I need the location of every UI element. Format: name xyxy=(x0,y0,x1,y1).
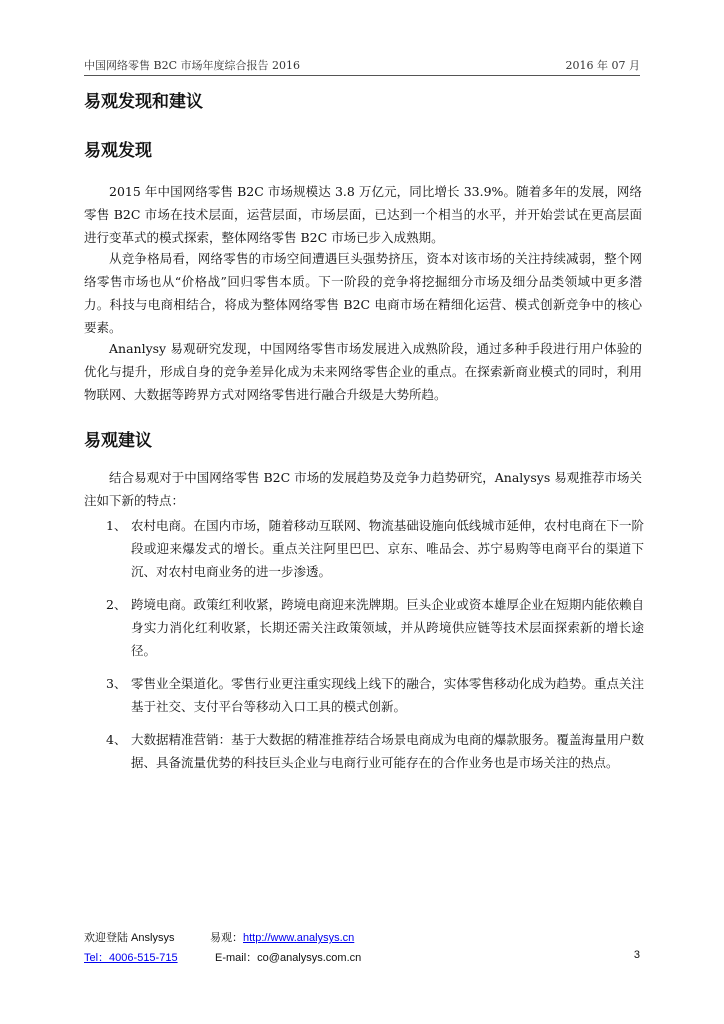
list-item xyxy=(84,593,644,662)
suggestions-intro: 结合易观对于中国网络零售 B2C 市场的发展趋势及竞争力趋势研究，Analysys 易观推荐市场关注如下新的特点： xyxy=(84,470,642,508)
page-header xyxy=(84,57,640,75)
list-item-text: 大数据精准营销：基于大数据的精准推荐结合场景电商成为电商的爆款服务。覆盖海量用户数据、具备流量优势的科技巨头企业与电商行业可能存在的合作业务也是市场关注的热点。 xyxy=(131,732,644,770)
list-item-number: 3、 xyxy=(106,676,127,691)
list-item-number: 1、 xyxy=(106,518,127,533)
footer-email: E-mail：co@analysys.com.cn xyxy=(215,952,362,964)
list-item xyxy=(84,514,644,583)
header-divider xyxy=(84,75,640,76)
suggestions-heading: 易观建议 xyxy=(84,431,152,451)
footer-welcome: 欢迎登陆 Anslysys xyxy=(84,932,175,944)
list-item-text: 农村电商。在国内市场，随着移动互联网、物流基础设施向低线城市延伸，农村电商在下一阶段或迎来爆发式的增长。重点关注阿里巴巴、京东、唯品会、苏宁易购等电商平台的渠道下沉、对农村电商业务的进一步渗透。 xyxy=(131,518,644,579)
footer-line-2 xyxy=(84,949,640,965)
list-item xyxy=(84,672,644,718)
list-item-text: 零售业全渠道化。零售行业更注重实现线上线下的融合，实体零售移动化成为趋势。重点关注基于社交、支付平台等移动入口工具的模式创新。 xyxy=(131,676,644,714)
footer-line-1 xyxy=(84,929,640,945)
findings-paragraph-2: 从竞争格局看，网络零售的市场空间遭遇巨头强势挤压，资本对该市场的关注持续减弱，整个网络零售市场也从“价格战”回归零售本质。下一阶段的竞争将挖掘细分市场及细分品类领域中更多潜力。科技与电商相结合，将成为整体网络零售 B2C 电商市场在精细化运营、模式创新竞争中的核心要素。 xyxy=(84,251,642,335)
findings-paragraph-1: 2015 年中国网络零售 B2C 市场规模达 3.8 万亿元，同比增长 33.9%。随着多年的发展，网络零售 B2C 市场在技术层面，运营层面，市场层面，已达到一个相当的水平，并开始尝试在更高层面进行变革式的模式探索，整体网络零售 B2C 市场已步入成熟期。 xyxy=(84,184,642,245)
list-item xyxy=(84,728,644,774)
findings-heading: 易观发现 xyxy=(84,141,152,161)
suggestions-list xyxy=(84,514,644,784)
footer-site-label: 易观： xyxy=(210,932,243,944)
header-date: 2016 年 07 月 xyxy=(565,59,640,72)
list-item-text: 跨境电商。政策红利收紧，跨境电商迎来洗牌期。巨头企业或资本雄厚企业在短期内能依赖自身实力消化红利收紧，长期还需关注政策领域，并从跨境供应链等技术层面探索新的增长途径。 xyxy=(131,597,644,658)
section-title: 易观发现和建议 xyxy=(84,92,203,112)
page-number: 3 xyxy=(633,949,640,961)
website-link[interactable]: http://www.analysys.cn xyxy=(243,932,355,944)
findings-paragraph-3: Ananlysy 易观研究发现，中国网络零售市场发展进入成熟阶段，通过多种手段进行用户体验的优化与提升，形成自身的竞争差异化成为未来网络零售企业的重点。在探索新商业模式的同时，利用物联网、大数据等跨界方式对网络零售进行融合升级是大势所趋。 xyxy=(84,341,642,402)
list-item-number: 4、 xyxy=(106,732,127,747)
tel-link[interactable]: Tel：4006-515-715 xyxy=(84,952,178,964)
header-title: 中国网络零售 B2C 市场年度综合报告 2016 xyxy=(84,59,300,72)
list-item-number: 2、 xyxy=(106,597,127,612)
footer-site xyxy=(210,929,354,945)
